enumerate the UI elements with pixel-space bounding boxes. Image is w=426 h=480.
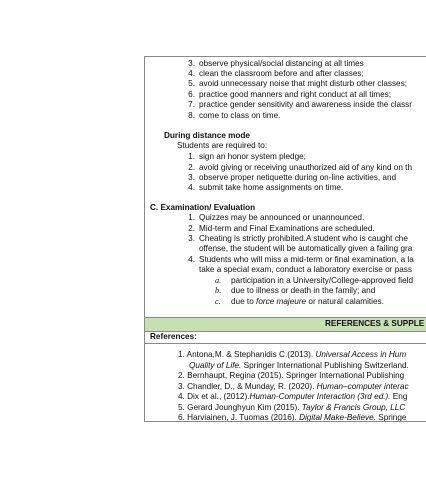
list-item: 4. submit take home assignments on time. bbox=[188, 183, 344, 192]
list-item: 1. sign an honor system pledge; bbox=[188, 152, 306, 161]
references-label: References: bbox=[150, 332, 197, 341]
sub-list-item: c. due to force majeure or natural calamities. bbox=[215, 297, 384, 306]
list-item: 3. observe proper netiquette during on-line activities, and bbox=[188, 173, 397, 182]
list-item: 4. Students who will miss a mid-term or final examination, a la bbox=[188, 255, 414, 264]
list-item: 5. avoid unnecessary noise that might disturb other classes; bbox=[188, 79, 407, 88]
list-item: 8. come to class on time. bbox=[188, 111, 281, 120]
list-item: 1. Quizzes may be announced or unannounced. bbox=[188, 213, 365, 222]
distance-mode-intro: Students are required to: bbox=[177, 141, 268, 150]
syllabus-document bbox=[144, 56, 426, 422]
list-item: 2. avoid giving or receiving unauthorized aid of any kind on th bbox=[188, 163, 413, 172]
list-item: 3. Cheating is strictly prohibited.A student who is caught che bbox=[188, 234, 408, 243]
list-item: 7. practice gender sensitivity and awareness inside the classr bbox=[188, 100, 412, 109]
reference-item: 6. Harviainen, J. Tuomas (2016). Digital Make-Believe. Springe bbox=[178, 413, 407, 422]
section-header-title: REFERENCES & SUPPLE bbox=[325, 319, 425, 328]
list-item: 2. Mid-term and Final Examinations are scheduled. bbox=[188, 224, 375, 233]
distance-mode-heading: During distance mode bbox=[164, 131, 250, 140]
reference-item: 5. Gerard Jounghyun Kim (2015). Taylor & Francis Group, LLC bbox=[178, 403, 406, 412]
list-item: 6. practice good manners and right conduct at all times; bbox=[188, 90, 392, 99]
list-item-continuation: offense, the student will be automatically given a failing gra bbox=[199, 244, 413, 253]
sub-list-item: b. due to illness or death in the family; and bbox=[215, 286, 376, 295]
reference-item: 2. Bernhaupt, Regina (2015). Springer International Publishing bbox=[178, 371, 405, 380]
reference-item: 3. Chandler, D., & Munday, R. (2020). Human–computer interac bbox=[178, 382, 409, 391]
divider bbox=[145, 343, 426, 344]
examination-heading: C. Examination/ Evaluation bbox=[150, 203, 256, 212]
sub-list-item: a. participation in a University/College-approved field bbox=[215, 276, 414, 285]
reference-item: 1. Antona,M. & Stephanidis C.(2013). Universal Access in Hum bbox=[178, 350, 407, 359]
list-item: 4. clean the classroom before and after classes; bbox=[188, 69, 364, 78]
reference-item-continuation: Quality of Life. Springer International Publishing Switzerland. bbox=[189, 361, 409, 370]
section-header-band bbox=[145, 317, 426, 332]
list-item: 3. observe physical/social distancing at all times bbox=[188, 59, 364, 68]
reference-item: 4. Dix et al., (2012).Human-Computer Interaction (3rd ed.). Eng bbox=[178, 392, 408, 401]
list-item-continuation: take a special exam, conduct a laboratory exercise or pass bbox=[199, 265, 412, 274]
